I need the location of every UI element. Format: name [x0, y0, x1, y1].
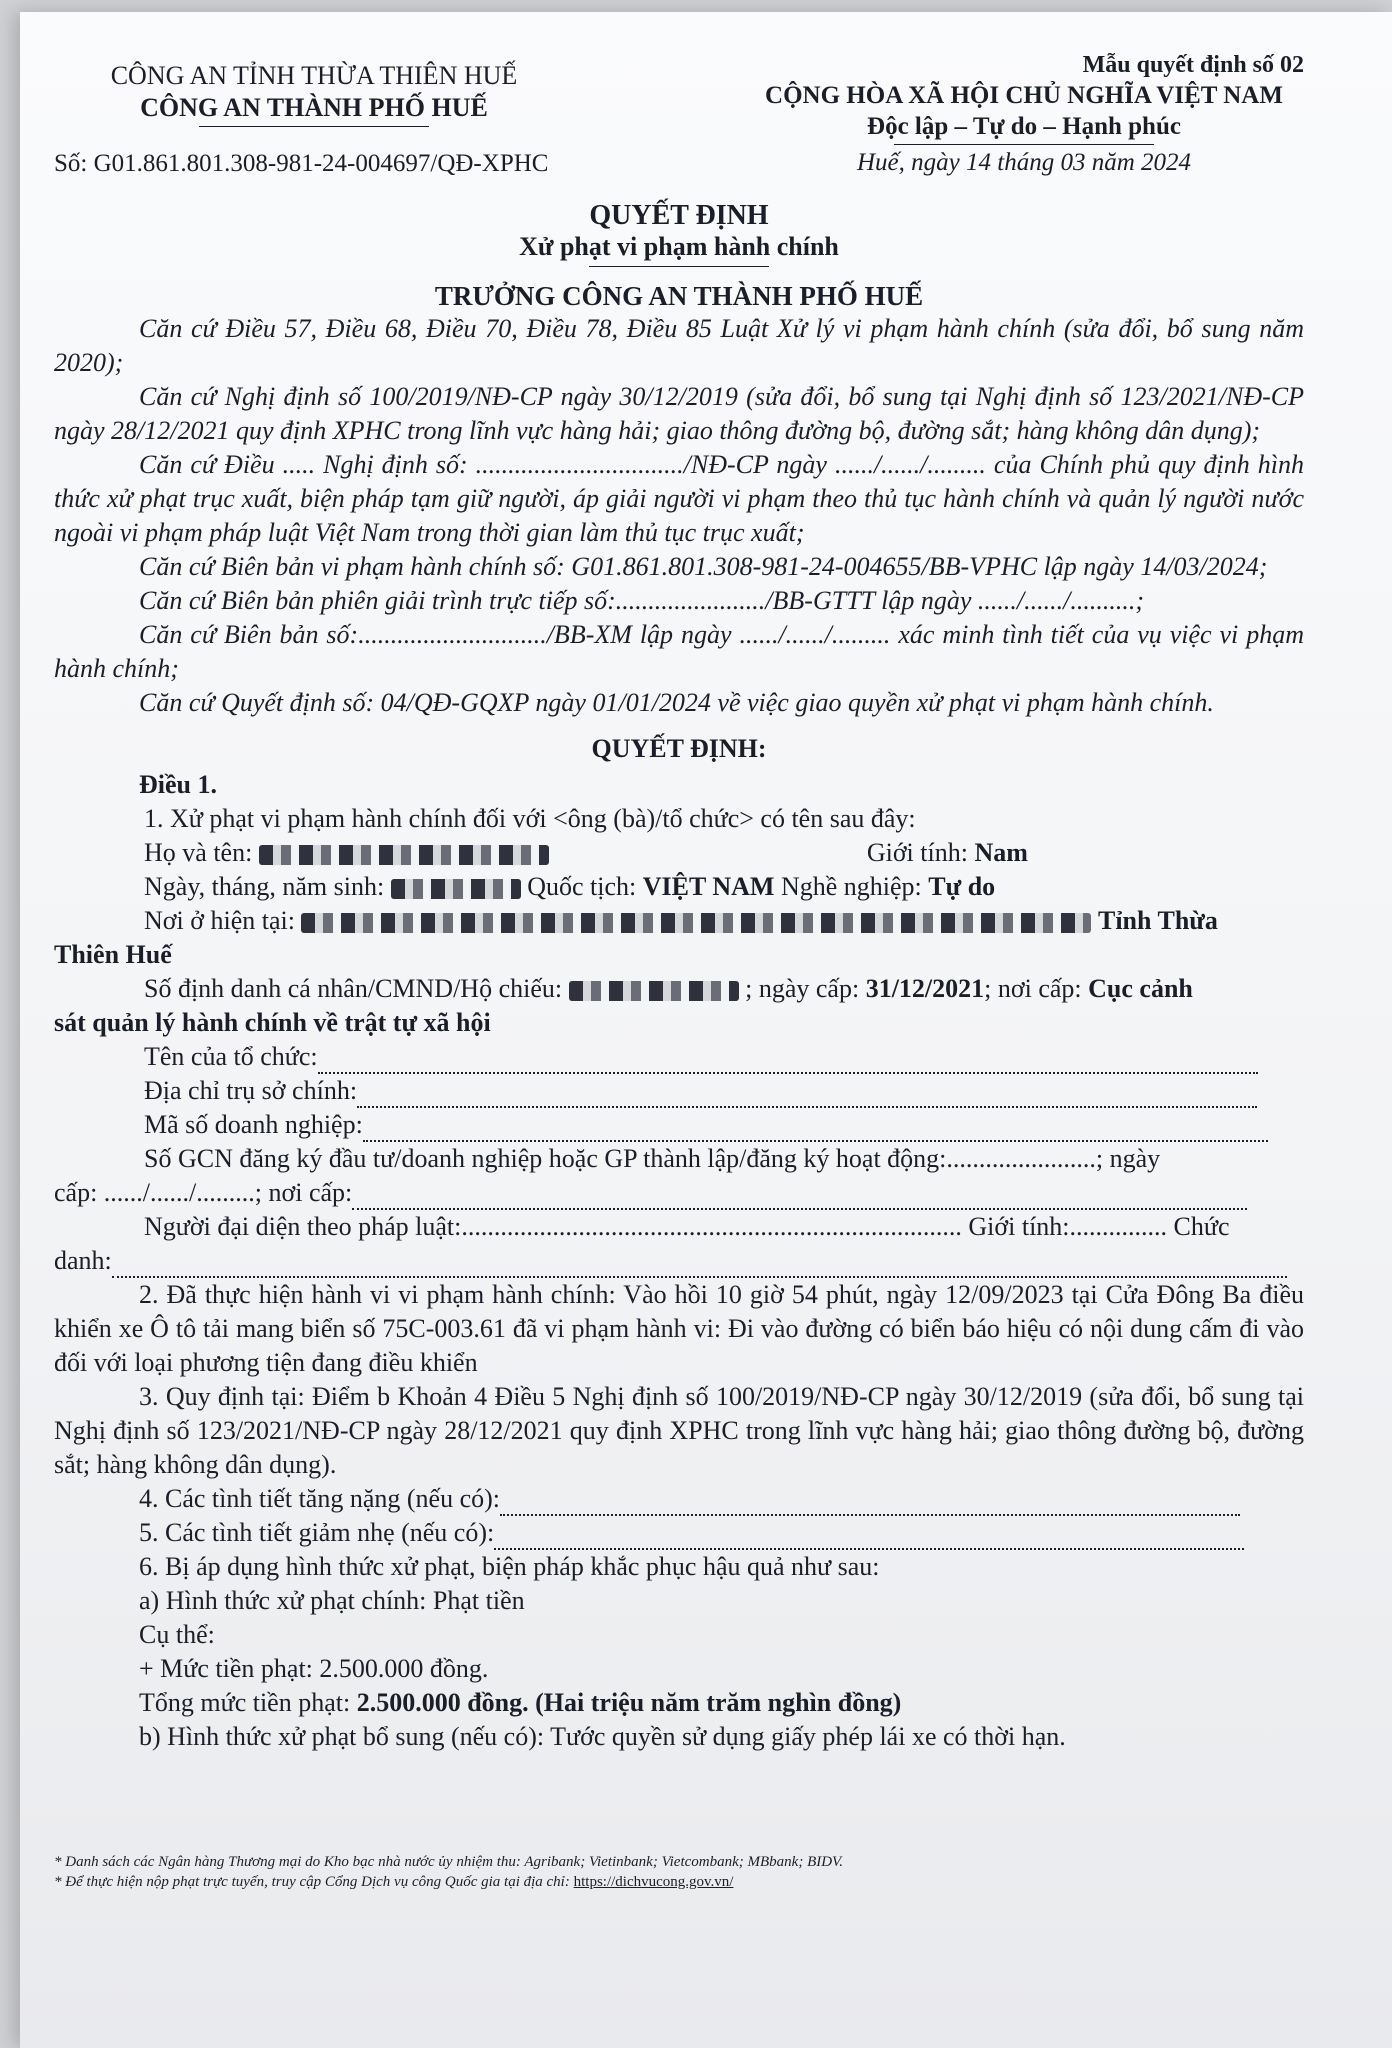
- article-1-item6a: a) Hình thức xử phạt chính: Phạt tiền: [139, 1586, 525, 1615]
- issuing-agency: [54, 60, 574, 133]
- issue-place-label: ; nơi cấp:: [984, 974, 1082, 1003]
- redacted-name: [259, 845, 549, 865]
- org-address-row: [54, 1074, 1304, 1108]
- item4-text: 4. Các tình tiết tăng nặng (nếu có):: [139, 1484, 501, 1513]
- article-1-heading: Điều 1.: [139, 770, 217, 799]
- preamble-clause: Căn cứ Nghị định số 100/2019/NĐ-CP ngày 30/12/2019 (sửa đổi, bổ sung tại Nghị định số 123/2021/NĐ-CP ngày 28/12/2021 quy định XPHC trong lĩnh vực hàng hải; giao thông đường bộ, đường sắt; hàng không dân dụng);: [54, 382, 1304, 445]
- country-name: CỘNG HÒA XÃ HỘI CHỦ NGHĨA VIỆT NAM: [765, 82, 1283, 109]
- fine-amount: + Mức tiền phạt: 2.500.000 đồng.: [139, 1654, 489, 1683]
- org-address-label: Địa chỉ trụ sở chính:: [144, 1076, 358, 1105]
- preamble: [54, 312, 1304, 720]
- preamble-clause: Căn cứ Quyết định số: 04/QĐ-GQXP ngày 01/01/2024 về việc giao quyền xử phạt vi phạm hành chính.: [139, 688, 1214, 717]
- dob-row: [54, 870, 1304, 904]
- nationality-label: Quốc tịch:: [527, 872, 637, 901]
- document-subtitle: Xử phạt vi phạm hành chính: [519, 232, 839, 261]
- job-value: Tự do: [928, 872, 996, 901]
- address-row: [54, 904, 1304, 938]
- redacted-address: [301, 913, 1091, 933]
- article-1-item4: [54, 1482, 1304, 1516]
- id-label: Số định danh cá nhân/CMND/Hộ chiếu:: [144, 974, 563, 1003]
- issue-date-value: 31/12/2021: [865, 974, 985, 1003]
- preamble-clause: Căn cứ Biên bản vi phạm hành chính số: G01.861.801.308-981-24-004655/BB-VPHC lập ngày 14/03/2024;: [139, 552, 1268, 581]
- address-tail-line2: Thiên Huế: [54, 940, 172, 969]
- nationality-value: VIỆT NAM: [642, 872, 775, 901]
- article-1-item2: 2. Đã thực hiện hành vi vi phạm hành chính: Vào hồi 10 giờ 54 phút, ngày 12/09/2023 tại Cửa Đông Ba điều khiển xe Ô tô tải mang biển số 75C-003.61 đã vi phạm hành vi: Đi vào đường có biển báo hiệu có nội dung cấm đi vào đối với loại phương tiện đang điều khiển: [54, 1280, 1304, 1377]
- blank-line: [318, 1050, 1258, 1074]
- preamble-clause: Căn cứ Biên bản số:............................./BB-XM lập ngày ....../....../......... xác minh tình tiết của vụ việc vi phạm hành chính;: [54, 620, 1304, 683]
- org-code-row: [54, 1108, 1304, 1142]
- template-label: Mẫu quyết định số 02: [1082, 52, 1304, 78]
- article-1: [54, 768, 1304, 1754]
- blank-line: [363, 1118, 1268, 1142]
- representative-row-line2: [54, 1244, 1304, 1278]
- total-fine: [54, 1686, 1304, 1720]
- document-page: [20, 12, 1392, 2048]
- preamble-clause: Căn cứ Điều 57, Điều 68, Điều 70, Điều 78, Điều 85 Luật Xử lý vi phạm hành chính (sửa đổi, bổ sung năm 2020);: [54, 314, 1304, 377]
- document-title: QUYẾT ĐỊNH: [589, 200, 769, 231]
- org-name-label: Tên của tổ chức:: [144, 1042, 318, 1071]
- agency-line2: CÔNG AN THÀNH PHỐ HUẾ: [140, 93, 488, 122]
- footnote-online-payment: [54, 1872, 843, 1892]
- total-fine-value: 2.500.000 đồng. (Hai triệu năm trăm nghìn đồng): [356, 1688, 902, 1717]
- preamble-clause: Căn cứ Điều ..... Nghị định số: ................................/NĐ-CP ngày ....../....../......... của Chính phủ quy định hình thức xử phạt trục xuất, biện pháp tạm giữ người, áp giải người vi phạm theo thủ tục hành chính và quản lý người nước ngoài vi phạm pháp luật Việt Nam trong thời gian làm thủ tục trục xuất;: [54, 450, 1304, 547]
- article-1-item6: 6. Bị áp dụng hình thức xử phạt, biện pháp khắc phục hậu quả như sau:: [139, 1552, 880, 1581]
- blank-line: [494, 1526, 1244, 1550]
- article-1-item6b: b) Hình thức xử phạt bổ sung (nếu có): Tước quyền sử dụng giấy phép lái xe có thời hạn.: [139, 1722, 1066, 1751]
- issuing-authority: TRƯỞNG CÔNG AN THÀNH PHỐ HUẾ: [434, 281, 924, 311]
- org-code-label: Mã số doanh nghiệp:: [144, 1110, 363, 1139]
- address-tail: Tỉnh Thừa: [1097, 906, 1218, 935]
- gender-value: Nam: [974, 838, 1028, 867]
- redacted-dob: [391, 879, 521, 899]
- dob-label: Ngày, tháng, năm sinh:: [144, 872, 385, 901]
- issue-place-value-line2: sát quản lý hành chính về trật tự xã hội: [54, 1008, 491, 1037]
- name-row: [54, 836, 1304, 870]
- agency-underline: [199, 126, 429, 127]
- document-number: Số: G01.861.801.308-981-24-004697/QĐ-XPHC: [54, 150, 549, 177]
- representative-row: Người đại diện theo pháp luật:............................................................................. Giới tính:............... Chức: [144, 1212, 1230, 1241]
- issue-place-value: Cục cảnh: [1088, 974, 1193, 1003]
- footnote-link[interactable]: https://dichvucong.gov.vn/: [573, 1874, 734, 1890]
- blank-line: [357, 1084, 1257, 1108]
- issue-date: Huế, ngày 14 tháng 03 năm 2024: [857, 149, 1191, 176]
- job-label: Nghề nghiệp:: [780, 872, 922, 901]
- agency-line1: CÔNG AN TỈNH THỪA THIÊN HUẾ: [110, 61, 518, 90]
- national-motto: Độc lập – Tự do – Hạnh phúc: [867, 113, 1181, 140]
- title-underline: [589, 266, 769, 267]
- footnote-banks: * Danh sách các Ngân hàng Thương mại do Kho bạc nhà nước ủy nhiệm thu: Agribank; Vietinbank; Vietcombank; MBbank; BIDV.: [54, 1854, 844, 1870]
- gcn-row: Số GCN đăng ký đầu tư/doanh nghiệp hoặc GP thành lập/đăng ký hoạt động:.......................; ngày: [144, 1144, 1161, 1173]
- document-header: [54, 52, 1304, 192]
- specifics-label: Cụ thể:: [139, 1620, 215, 1649]
- decision-heading: QUYẾT ĐỊNH:: [591, 734, 767, 763]
- rep-line2-text: danh:: [54, 1246, 112, 1275]
- name-label: Họ và tên:: [144, 838, 253, 867]
- gcn-row-line2: [54, 1176, 1304, 1210]
- footnotes: [54, 1852, 843, 1892]
- motto-underline: [894, 144, 1154, 145]
- gender-label: Giới tính:: [866, 838, 968, 867]
- blank-line: [500, 1492, 1240, 1516]
- item5-text: 5. Các tình tiết giảm nhẹ (nếu có):: [139, 1518, 495, 1547]
- issue-date-label: ; ngày cấp:: [745, 974, 860, 1003]
- total-fine-label: Tổng mức tiền phạt:: [139, 1688, 351, 1717]
- address-label: Nơi ở hiện tại:: [144, 906, 295, 935]
- id-row: [54, 972, 1304, 1006]
- article-1-item5: [54, 1516, 1304, 1550]
- article-1-item3: 3. Quy định tại: Điểm b Khoản 4 Điều 5 Nghị định số 100/2019/NĐ-CP ngày 30/12/2019 (sửa đổi, bổ sung tại Nghị định số 123/2021/NĐ-CP ngày 28/12/2021 quy định XPHC trong lĩnh vực hàng hải; giao thông đường bộ, đường sắt; hàng không dân dụng).: [54, 1382, 1304, 1479]
- footnote-online-text: * Để thực hiện nộp phạt trực tuyến, truy cập Cổng Dịch vụ công Quốc gia tại địa chỉ:: [54, 1874, 570, 1890]
- org-name-row: [54, 1040, 1304, 1074]
- article-1-item1: 1. Xử phạt vi phạm hành chính đối với <ông (bà)/tổ chức> có tên sau đây:: [144, 804, 916, 833]
- gcn-line2-text: cấp: ....../....../.........; nơi cấp:: [54, 1178, 353, 1207]
- preamble-clause: Căn cứ Biên bản phiên giải trình trực tiếp số:......................./BB-GTTT lập ngày ....../....../..........;: [139, 586, 1145, 615]
- document-content: [54, 52, 1304, 1754]
- national-title: [744, 80, 1304, 178]
- redacted-id: [569, 981, 739, 1001]
- blank-line: [352, 1186, 1247, 1210]
- blank-line: [112, 1254, 1287, 1278]
